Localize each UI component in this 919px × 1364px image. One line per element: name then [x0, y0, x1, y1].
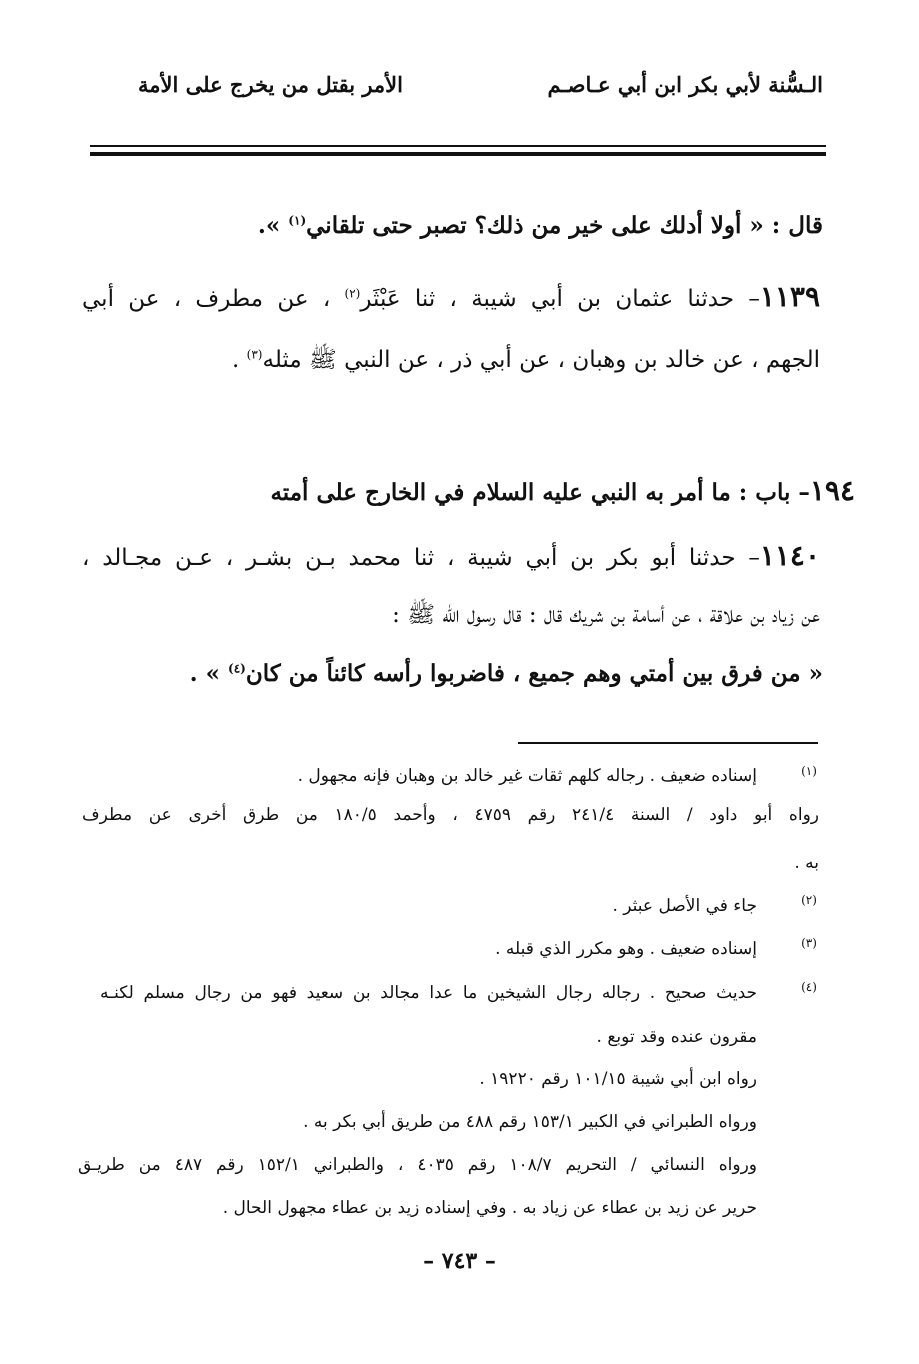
- hadith-1139-line-1: [82, 280, 820, 313]
- footnote-4-line-2: مقرون عنده وقد توبع .: [596, 1027, 757, 1047]
- hadith-number: ١١٣٩: [759, 280, 820, 313]
- footnote-1-line-1: إسناده ضعيف . رجاله كلهم ثقات غير خالد بن وهبان فإنه مجهول .: [297, 766, 757, 786]
- footnote-ref: (٣): [246, 347, 263, 362]
- footnote-number: (٤): [801, 980, 817, 994]
- footnote-ref: (١): [288, 213, 307, 228]
- hadith-1140-line-2: [82, 600, 820, 634]
- footnote-4-line-1: حديث صحيح . رجاله رجال الشيخين ما عدا مجالد بن سعيد فهو من رجال مسلم لكنـه: [100, 983, 757, 1003]
- hadith-text-line: [258, 212, 823, 239]
- footnote-4-line-5: ورواه النسائي / التحريم ١٠٨/٧ رقم ٤٠٣٥ ، والطبراني ١٥٢/١ رقم ٤٨٧ من طريـق: [78, 1155, 758, 1175]
- footnote-1-line-2: رواه أبو داود / السنة ٢٤١/٤ رقم ٤٧٥٩ ، وأحمد ١٨٠/٥ من طرق أخرى عن مطرف: [82, 805, 819, 825]
- footnote-2-line-1: جاء في الأصل عبثر .: [612, 896, 757, 916]
- footnote-ref: (٤): [228, 661, 246, 676]
- footnote-number: (٣): [801, 936, 817, 950]
- chapter-number: ١٩٤: [809, 474, 855, 507]
- header-rule-thin: [90, 145, 826, 147]
- matn-close: » .: [189, 660, 229, 687]
- isnad-text: عن زياد بن علاقة ، عن أسامة بن شريك قال : قال رسول الله ﷺ :: [392, 602, 820, 628]
- running-header-book-title: الـسُّنة لأبي بكر ابن أبي عـاصـم: [547, 72, 823, 97]
- chapter-heading: [270, 474, 855, 507]
- isnad-text: ، عن مطرف ، عن أبي: [82, 286, 345, 312]
- footnote-ref: (٢): [344, 286, 361, 301]
- footnote-4-line-6: حرير عن زيد بن عطاء عن زياد به . وفي إسناده زيد بن عطاء مجهول الحال .: [222, 1198, 757, 1218]
- isnad-text: الجهم ، عن خالد بن وهبان ، عن أبي ذر ، عن النبي ﷺ مثله: [262, 347, 820, 373]
- hadith-number: ١١٤٠: [759, 539, 820, 572]
- quote-close: ».: [257, 212, 289, 239]
- chapter-title: – باب : ما أمر به النبي عليه السلام في الخارج على أمته: [270, 479, 810, 506]
- footnote-number: (١): [801, 764, 817, 778]
- hadith-1140-line-3: [190, 660, 823, 687]
- footnote-separator: [518, 742, 818, 744]
- header-rule-thick: [90, 152, 826, 156]
- quote-text: قال : « أولا أدلك على خير من ذلك؟ تصبر حتى تلقاني: [306, 212, 823, 239]
- footnote-number: (٢): [801, 893, 817, 907]
- running-header-chapter-title: الأمر بقتل من يخرج على الأمة: [138, 72, 403, 97]
- matn-text: « من فرق بين أمتي وهم جميع ، فاضربوا رأسه كائناً من كان: [245, 660, 823, 687]
- footnote-4-line-4: ورواه الطبراني في الكبير ١٥٣/١ رقم ٤٨٨ من طريق أبي بكر به .: [303, 1112, 757, 1132]
- footnote-1-line-3: به .: [794, 853, 819, 873]
- hadith-1140-line-1: [82, 539, 820, 572]
- footnote-4-line-3: رواه ابن أبي شيبة ١٠١/١٥ رقم ١٩٢٢٠ .: [479, 1069, 757, 1089]
- footnote-3-line-1: إسناده ضعيف . وهو مكرر الذي قبله .: [495, 939, 757, 959]
- isnad-text: – حدثنا أبو بكر بن أبي شيبة ، ثنا محمد بـن بشـر ، عـن مجـالد ،: [82, 545, 760, 571]
- hadith-1139-line-2: [82, 345, 820, 379]
- page-number: – ٧٤٣ –: [423, 1248, 496, 1274]
- isnad-text: .: [232, 347, 247, 373]
- isnad-text: – حدثنا عثمان بن أبي شيبة ، ثنا عَبْثَر: [360, 286, 760, 312]
